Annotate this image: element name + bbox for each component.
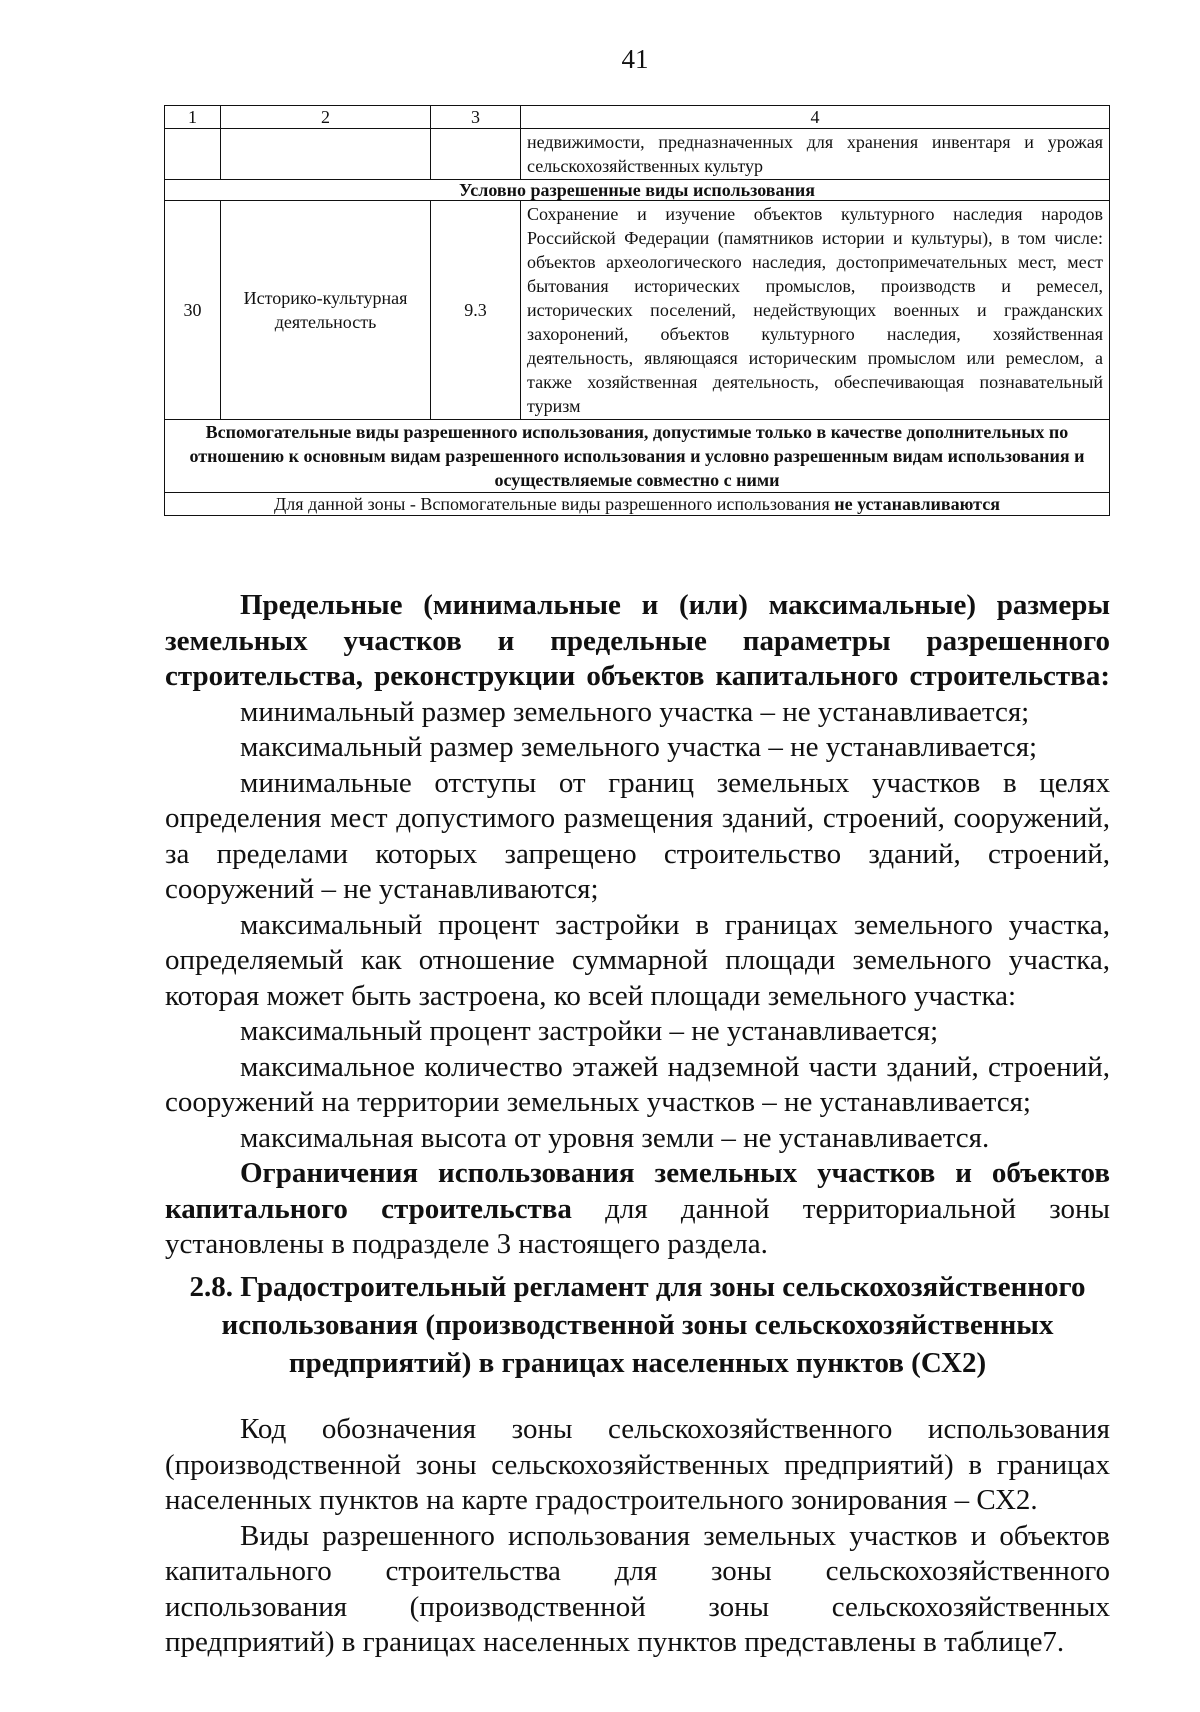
limit-item: максимальный процент застройки в границах земельного участка, определяемый как отношение суммарной площади земельного участка, которая может быть застроена, ко всей площади земельного участка: [165,908,1110,1012]
auxiliary-note-bold: не устанавливаются [829,494,1000,514]
page-number: 41 [621,44,649,74]
section-body [165,1412,1110,1661]
limit-item: максимальное количество этажей надземной части зданий, строений, сооружений на территории земельных участков – не устанавливается; [165,1050,1110,1118]
continuation-description: недвижимости, предназначенных для хранения инвентаря и урожая сельскохозяйственных культур [521,129,1110,180]
limit-item: минимальный размер земельного участка – не устанавливается; [240,695,1030,728]
table-cell [431,129,521,180]
section-row [165,180,1110,201]
restrictions-bold: Ограничения использования земельных участков и объектов капитального строительства [165,1157,1110,1225]
auxiliary-section-title: Вспомогательные виды разрешенного использования, допустимые только в качестве дополнительных по отношению к основным видам разрешенного использования и условно разрешенным видам использования и осуществляемые совместно с ними [165,420,1110,493]
section-paragraph: Код обозначения зоны сельскохозяйственного использования (производственной зоны сельскохозяйственных предприятий) в границах населенных пунктов на карте градостроительного зонирования – СХ2. [165,1413,1110,1516]
use-type-code: 9.3 [431,201,521,420]
row-number: 30 [165,201,221,420]
zoning-table [164,105,1110,516]
limit-item: максимальный размер земельного участка – не устанавливается; [240,731,1038,763]
section-row [165,420,1110,493]
table-header-cell: 2 [221,106,431,129]
use-type-description: Сохранение и изучение объектов культурного наследия народов Российской Федерации (памятников истории и культуры), в том числе: объектов археологического наследия, достопримечательных мест, мест бытования исторических промыслов, производств и ремесел, исторических поселений, недействующих военных и гражданских захоронений, объектов культурного наследия, хозяйственная деятельность, являющаяся историческим промыслом или ремеслом, а также хозяйственная деятельность, обеспечивающая познавательный туризм [521,201,1110,420]
table-row [165,129,1110,180]
limit-item: максимальный процент застройки – не устанавливается; [240,1015,939,1047]
use-type-name: Историко-культурная деятельность [221,201,431,420]
table-header-cell: 3 [431,106,521,129]
table-row [165,493,1110,516]
table-cell [165,129,221,180]
limits-heading: Предельные (минимальные и (или) максимальные) размеры земельных участков и предельные параметры разрешенного строительства, реконструкции объектов капитального строительства: [165,589,1110,692]
restrictions-paragraph [165,1156,1110,1263]
table-header-cell: 1 [165,106,221,129]
table-header-cell: 4 [521,106,1110,129]
conditional-section-title: Условно разрешенные виды использования [165,180,1110,201]
table-header-row [165,106,1110,129]
auxiliary-note-prefix: Для данной зоны - [274,494,421,514]
table-row [165,201,1110,420]
limits-block [165,588,1110,1263]
limit-item: максимальная высота от уровня земли – не устанавливается. [240,1121,990,1154]
auxiliary-note [165,493,1110,516]
auxiliary-note-main: Вспомогательные виды разрешенного использования [420,494,830,514]
restrictions-rest: для данной территориальной зоны установлены в подразделе 3 настоящего раздела. [165,1192,1111,1260]
section-title: 2.8. Градостроительный регламент для зоны сельскохозяйственного использования (производственной зоны сельскохозяйственных предприятий) в границах населенных пунктов (СХ2) [189,1271,1086,1379]
table-cell [221,129,431,180]
section-paragraph: Виды разрешенного использования земельных участков и объектов капитального строительства для зоны сельскохозяйственного использования (производственной зоны сельскохозяйственных предприятий) в границах населенных пунктов представлены в таблице7. [165,1519,1110,1658]
limit-item: минимальные отступы от границ земельных участков в целях определения мест допустимого размещения зданий, строений, сооружений, за пределами которых запрещено строительство зданий, строений, сооружений – не устанавливаются; [165,766,1110,905]
